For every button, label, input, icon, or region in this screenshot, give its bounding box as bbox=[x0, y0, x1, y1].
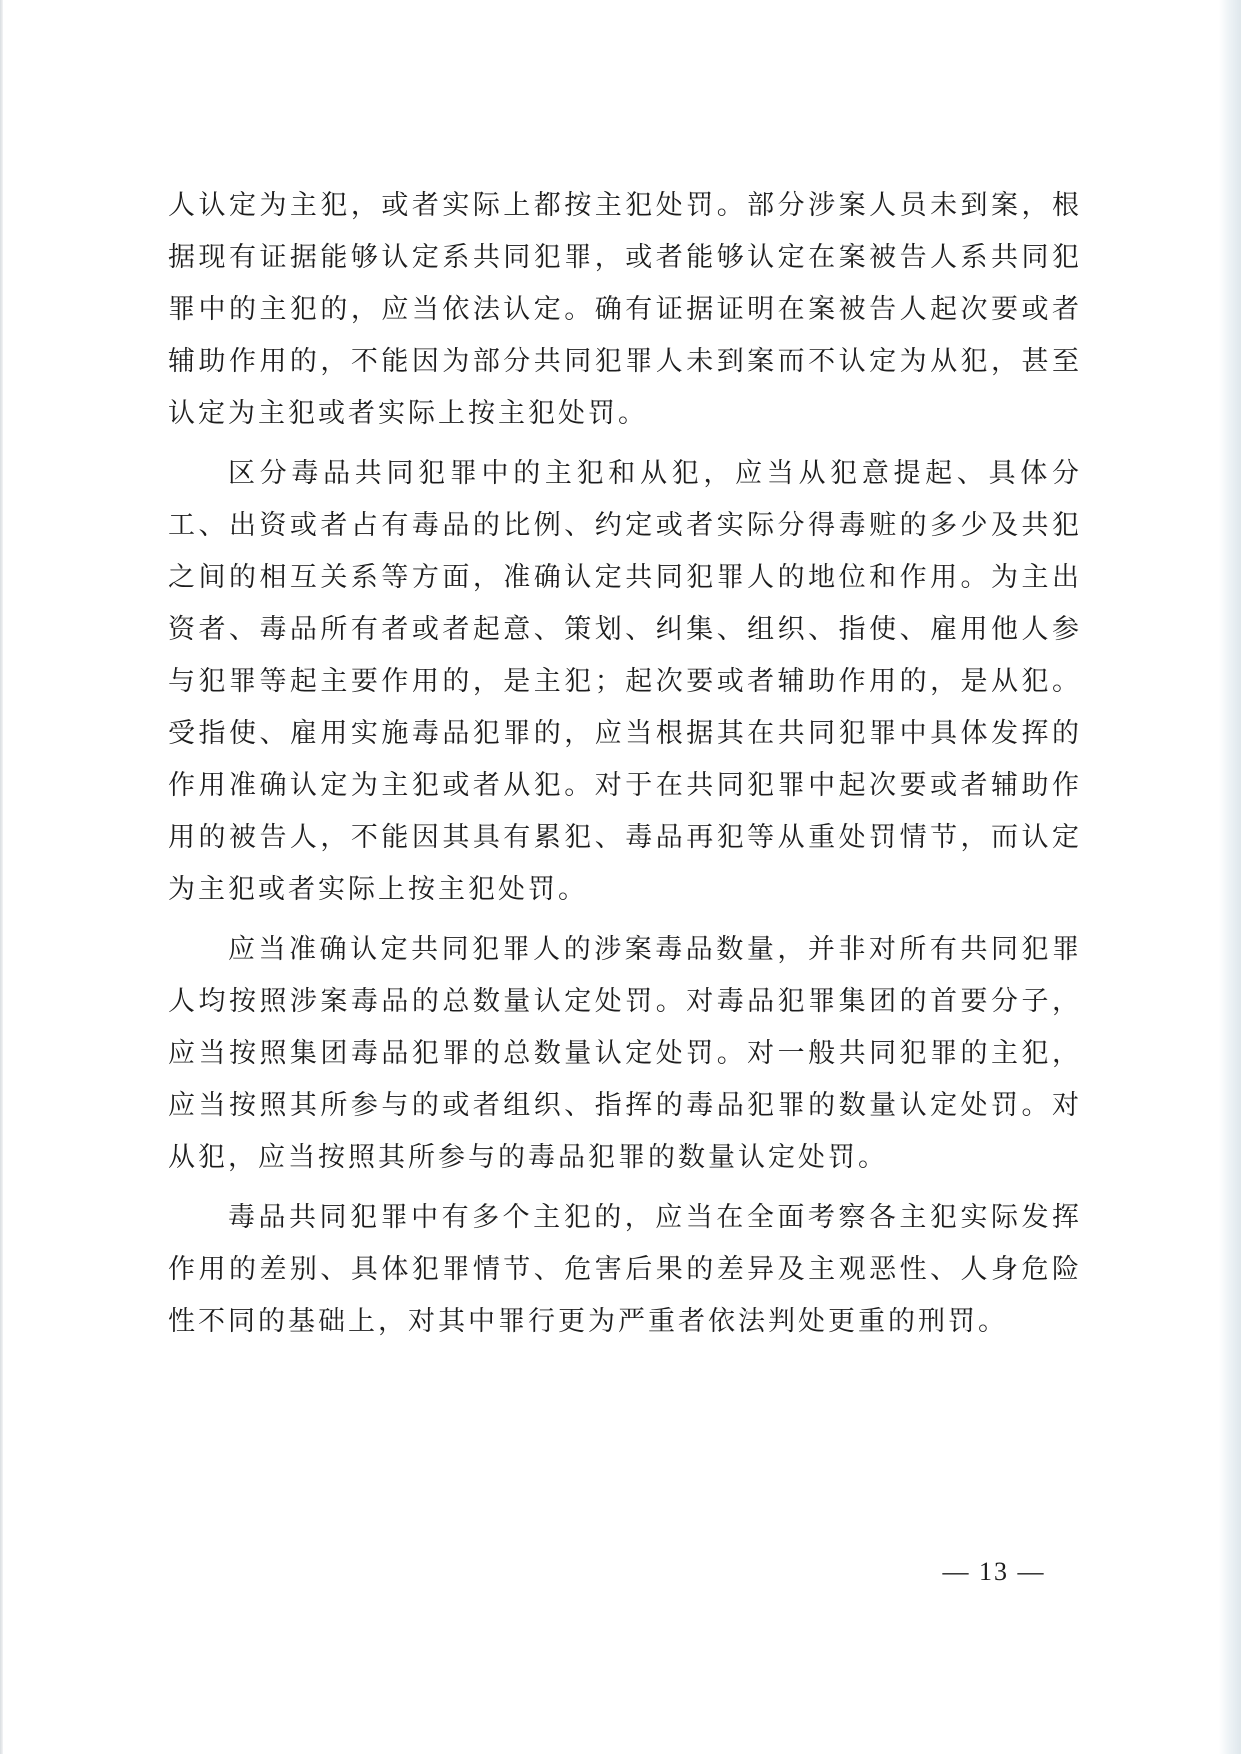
paragraph-continuation: 人认定为主犯，或者实际上都按主犯处罚。部分涉案人员未到案，根据现有证据能够认定系共同犯罪，或者能够认定在案被告人系共同犯罪中的主犯的，应当依法认定。确有证据证明在案被告人起次要或者辅助作用的，不能因为部分共同犯罪人未到案而不认定为从犯，甚至认定为主犯或者实际上按主犯处罚。 bbox=[168, 190, 1082, 429]
scan-edge-right bbox=[1219, 0, 1241, 1754]
page-number: — 13 — bbox=[942, 1557, 1046, 1586]
paragraph-drug-quantity: 应当准确认定共同犯罪人的涉案毒品数量，并非对所有共同犯罪人均按照涉案毒品的总数量认定处罚。对毒品犯罪集团的首要分子，应当按照集团毒品犯罪的总数量认定处罚。对一般共同犯罪的主犯，应当按照其所参与的或者组织、指挥的毒品犯罪的数量认定处罚。对从犯，应当按照其所参与的毒品犯罪的数量认定处罚。 bbox=[168, 934, 1082, 1173]
paragraph-accomplice-distinction: 区分毒品共同犯罪中的主犯和从犯，应当从犯意提起、具体分工、出资或者占有毒品的比例、约定或者实际分得毒赃的多少及共犯之间的相互关系等方面，准确认定共同犯罪人的地位和作用。为主出资者、毒品所有者或者起意、策划、纠集、组织、指使、雇用他人参与犯罪等起主要作用的，是主犯；起次要或者辅助作用的，是从犯。受指使、雇用实施毒品犯罪的，应当根据其在共同犯罪中具体发挥的作用准确认定为主犯或者从犯。对于在共同犯罪中起次要或者辅助作用的被告人，不能因其具有累犯、毒品再犯等从重处罚情节，而认定为主犯或者实际上按主犯处罚。 bbox=[168, 458, 1082, 905]
document-body bbox=[168, 180, 1082, 1356]
scan-edge-left bbox=[0, 0, 3, 1754]
paragraph-multiple-principals: 毒品共同犯罪中有多个主犯的，应当在全面考察各主犯实际发挥作用的差别、具体犯罪情节、危害后果的差异及主观恶性、人身危险性不同的基础上，对其中罪行更为严重者依法判处更重的刑罚。 bbox=[168, 1202, 1082, 1337]
